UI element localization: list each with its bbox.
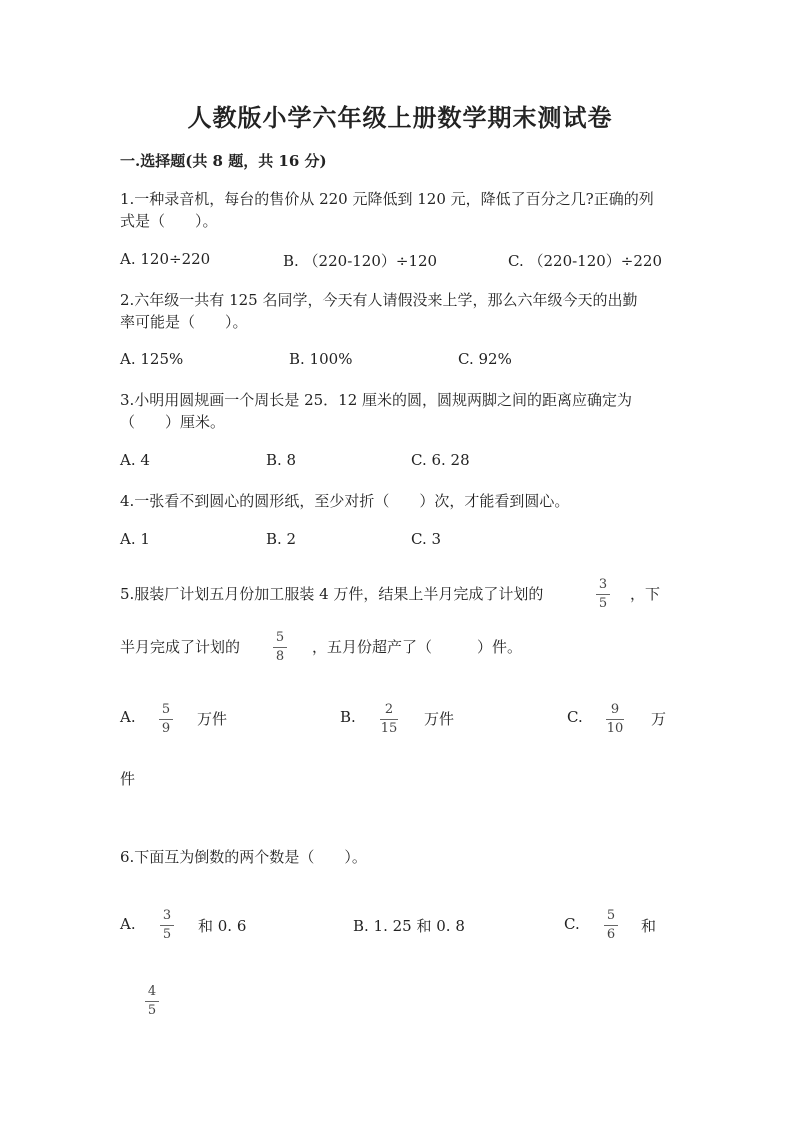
question-2-option-c: C. 92% [458, 350, 512, 368]
fraction-numerator: 3 [162, 908, 172, 923]
fraction-bar [380, 719, 398, 720]
question-6-option-b: B. 1. 25 和 0. 8 [353, 917, 465, 935]
fraction [160, 909, 174, 941]
fraction-denominator: 6 [606, 927, 616, 942]
fraction [380, 703, 398, 735]
fraction-bar [596, 594, 610, 595]
fraction-numerator: 3 [598, 577, 608, 592]
question-3-option-c: C. 6. 28 [411, 451, 470, 469]
fraction-denominator: 15 [380, 721, 398, 736]
fraction [604, 909, 618, 941]
question-5-option-a-unit: 万件 [197, 710, 228, 728]
question-6-option-a-label: A. [120, 915, 136, 933]
section-heading: 一.选择题(共 8 题，共 16 分) [120, 152, 327, 170]
question-5-line-2: 半月完成了计划的 [120, 638, 241, 656]
question-6-option-c-label: C. [564, 915, 580, 933]
question-4-line-1: 4.一张看不到圆心的圆形纸，至少对折（ ）次，才能看到圆心。 [120, 492, 570, 510]
question-4-option-a: A. 1 [120, 530, 150, 548]
question-5-option-b-label: B. [340, 708, 356, 726]
question-2-line-1: 2.六年级一共有 125 名同学，今天有人请假没来上学，那么六年级今天的出勤 [120, 291, 638, 309]
fraction-numerator: 2 [384, 702, 394, 717]
question-1-option-c: C. （220-120）÷220 [508, 252, 663, 270]
fraction-numerator: 5 [161, 702, 171, 717]
fraction-numerator: 4 [147, 984, 157, 999]
question-1-option-a: A. 120÷220 [120, 250, 211, 268]
question-4-option-b: B. 2 [266, 530, 297, 548]
question-3-option-b: B. 8 [266, 451, 297, 469]
question-6-option-a-text: 和 0. 6 [198, 917, 247, 935]
fraction-bar [606, 719, 624, 720]
question-3-line-1: 3.小明用圆规画一个周长是 25．12 厘米的圆，圆规两脚之间的距离应确定为 [120, 391, 633, 409]
question-5-option-c-unit-wrap: 件 [120, 770, 136, 788]
question-5-option-a-label: A. [120, 708, 136, 726]
question-6-option-c-text: 和 [641, 917, 657, 935]
fraction-denominator: 5 [147, 1003, 157, 1018]
question-1-line-2: 式是（ ）。 [120, 212, 218, 230]
fraction-denominator: 5 [162, 927, 172, 942]
question-2-option-a: A. 125% [120, 350, 184, 368]
question-1-option-b: B. （220-120）÷120 [283, 252, 438, 270]
fraction-bar [604, 925, 618, 926]
fraction [273, 631, 287, 663]
question-5-line-2-end: ，五月份超产了（ ）件。 [312, 638, 523, 656]
question-4-option-c: C. 3 [411, 530, 442, 548]
fraction [606, 703, 624, 735]
question-2-line-2: 率可能是（ ）。 [120, 313, 248, 331]
question-5-option-c-unit: 万 [651, 710, 667, 728]
fraction-bar [145, 1001, 159, 1002]
fraction [159, 703, 173, 735]
fraction [145, 985, 159, 1017]
question-3-line-2: （ ）厘米。 [120, 413, 226, 431]
fraction-denominator: 8 [275, 649, 285, 664]
fraction-bar [160, 925, 174, 926]
fraction [596, 578, 610, 610]
fraction-numerator: 5 [606, 908, 616, 923]
fraction-denominator: 5 [598, 596, 608, 611]
fraction-numerator: 9 [610, 702, 620, 717]
question-1-line-1: 1.一种录音机，每台的售价从 220 元降低到 120 元，降低了百分之几?正确的列 [120, 190, 654, 208]
fraction-denominator: 9 [161, 721, 171, 736]
question-3-option-a: A. 4 [120, 451, 150, 469]
fraction-denominator: 10 [606, 721, 624, 736]
question-2-option-b: B. 100% [289, 350, 353, 368]
question-5-option-b-unit: 万件 [424, 710, 455, 728]
question-5-line-1-end: ，下 [630, 585, 661, 603]
fraction-bar [273, 647, 287, 648]
question-6-line-1: 6.下面互为倒数的两个数是（ ）。 [120, 848, 367, 866]
question-5-option-c-label: C. [567, 708, 583, 726]
exam-title: 人教版小学六年级上册数学期末测试卷 [187, 103, 613, 132]
fraction-numerator: 5 [275, 630, 285, 645]
question-5-line-1: 5.服装厂计划五月份加工服装 4 万件，结果上半月完成了计划的 [120, 585, 544, 603]
fraction-bar [159, 719, 173, 720]
